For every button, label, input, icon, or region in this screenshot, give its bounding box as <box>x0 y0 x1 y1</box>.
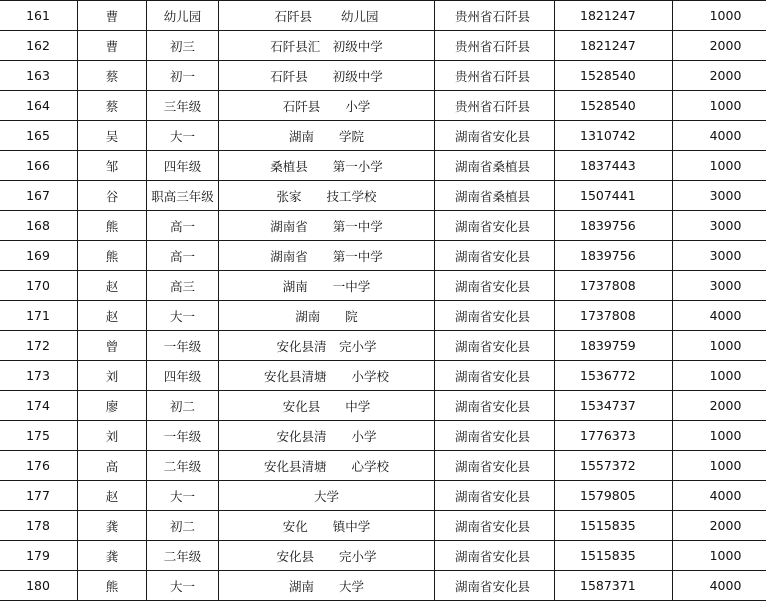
table-row <box>0 451 766 481</box>
row-index-cell[interactable]: 173 <box>0 361 78 391</box>
school-cell[interactable]: 安化县 中学 <box>219 391 435 421</box>
name-cell[interactable]: 熊 <box>78 241 147 271</box>
grade-cell[interactable]: 大一 <box>147 301 219 331</box>
region-cell[interactable]: 贵州省石阡县 <box>435 31 555 61</box>
region-cell[interactable]: 湖南省安化县 <box>435 571 555 601</box>
grade-cell[interactable]: 高三 <box>147 271 219 301</box>
name-cell[interactable]: 吴 <box>78 121 147 151</box>
name-cell[interactable]: 龚 <box>78 541 147 571</box>
row-index-cell[interactable]: 168 <box>0 211 78 241</box>
phone-cell[interactable]: 1515835 <box>555 541 673 571</box>
region-cell[interactable]: 湖南省桑植县 <box>435 151 555 181</box>
name-cell[interactable]: 刘 <box>78 361 147 391</box>
school-cell[interactable]: 湖南 学院 <box>219 121 435 151</box>
school-cell[interactable]: 石阡县 小学 <box>219 91 435 121</box>
region-cell[interactable]: 贵州省石阡县 <box>435 91 555 121</box>
name-cell[interactable]: 邹 <box>78 151 147 181</box>
grade-cell[interactable]: 幼儿园 <box>147 1 219 31</box>
amount-cell[interactable]: 1000 <box>673 541 766 571</box>
school-cell[interactable]: 张家 技工学校 <box>219 181 435 211</box>
table-row <box>0 301 766 331</box>
region-cell[interactable]: 湖南省安化县 <box>435 121 555 151</box>
row-index-cell[interactable]: 171 <box>0 301 78 331</box>
amount-cell[interactable]: 1000 <box>673 91 766 121</box>
school-cell[interactable]: 湖南省 第一中学 <box>219 211 435 241</box>
name-cell[interactable]: 赵 <box>78 301 147 331</box>
grade-cell[interactable]: 职高三年级 <box>147 181 219 211</box>
row-index-cell[interactable]: 170 <box>0 271 78 301</box>
row-index-cell[interactable]: 175 <box>0 421 78 451</box>
name-cell[interactable]: 熊 <box>78 571 147 601</box>
table-row <box>0 121 766 151</box>
phone-cell[interactable]: 1839756 <box>555 241 673 271</box>
table-row <box>0 421 766 451</box>
table-row <box>0 541 766 571</box>
row-index-cell[interactable]: 176 <box>0 451 78 481</box>
region-cell[interactable]: 湖南省安化县 <box>435 391 555 421</box>
table-row <box>0 151 766 181</box>
row-index-cell[interactable]: 164 <box>0 91 78 121</box>
school-cell[interactable]: 安化 镇中学 <box>219 511 435 541</box>
name-cell[interactable]: 谷 <box>78 181 147 211</box>
grade-cell[interactable]: 初二 <box>147 511 219 541</box>
phone-cell[interactable]: 1528540 <box>555 91 673 121</box>
phone-cell[interactable]: 1579805 <box>555 481 673 511</box>
amount-cell[interactable]: 2000 <box>673 391 766 421</box>
grade-cell[interactable]: 三年级 <box>147 91 219 121</box>
region-cell[interactable]: 贵州省石阡县 <box>435 1 555 31</box>
grade-cell[interactable]: 高一 <box>147 211 219 241</box>
region-cell[interactable]: 湖南省安化县 <box>435 301 555 331</box>
grade-cell[interactable]: 初三 <box>147 31 219 61</box>
table-row <box>0 391 766 421</box>
name-cell[interactable]: 曹 <box>78 1 147 31</box>
grade-cell[interactable]: 四年级 <box>147 151 219 181</box>
table-row <box>0 271 766 301</box>
phone-cell[interactable]: 1837443 <box>555 151 673 181</box>
amount-cell[interactable]: 3000 <box>673 211 766 241</box>
school-cell[interactable]: 安化县清塘 小学校 <box>219 361 435 391</box>
row-index-cell[interactable]: 180 <box>0 571 78 601</box>
school-cell[interactable]: 桑植县 第一小学 <box>219 151 435 181</box>
school-cell[interactable]: 安化县清 小学 <box>219 421 435 451</box>
region-cell[interactable]: 湖南省安化县 <box>435 331 555 361</box>
grade-cell[interactable]: 高一 <box>147 241 219 271</box>
table-row <box>0 331 766 361</box>
amount-cell[interactable]: 4000 <box>673 301 766 331</box>
grade-cell[interactable]: 初二 <box>147 391 219 421</box>
region-cell[interactable]: 湖南省安化县 <box>435 421 555 451</box>
table-row <box>0 241 766 271</box>
school-cell[interactable]: 安化县清 完小学 <box>219 331 435 361</box>
amount-cell[interactable]: 1000 <box>673 451 766 481</box>
phone-cell[interactable]: 1839756 <box>555 211 673 241</box>
school-cell[interactable]: 安化县 完小学 <box>219 541 435 571</box>
phone-cell[interactable]: 1310742 <box>555 121 673 151</box>
region-cell[interactable]: 湖南省安化县 <box>435 241 555 271</box>
row-index-cell[interactable]: 174 <box>0 391 78 421</box>
row-index-cell[interactable]: 166 <box>0 151 78 181</box>
table-body <box>0 1 766 601</box>
table-row <box>0 91 766 121</box>
grade-cell[interactable]: 二年级 <box>147 451 219 481</box>
name-cell[interactable]: 赵 <box>78 271 147 301</box>
row-index-cell[interactable]: 167 <box>0 181 78 211</box>
table-row <box>0 181 766 211</box>
row-index-cell[interactable]: 163 <box>0 61 78 91</box>
grade-cell[interactable]: 初一 <box>147 61 219 91</box>
name-cell[interactable]: 熊 <box>78 211 147 241</box>
amount-cell[interactable]: 2000 <box>673 61 766 91</box>
amount-cell[interactable]: 1000 <box>673 361 766 391</box>
region-cell[interactable]: 湖南省安化县 <box>435 481 555 511</box>
phone-cell[interactable]: 1776373 <box>555 421 673 451</box>
school-cell[interactable]: 石阡县 初级中学 <box>219 61 435 91</box>
phone-cell[interactable]: 1557372 <box>555 451 673 481</box>
row-index-cell[interactable]: 179 <box>0 541 78 571</box>
table-row <box>0 511 766 541</box>
phone-cell[interactable]: 1536772 <box>555 361 673 391</box>
table-row <box>0 61 766 91</box>
table-row <box>0 481 766 511</box>
amount-cell[interactable]: 1000 <box>673 1 766 31</box>
school-cell[interactable]: 石阡县汇 初级中学 <box>219 31 435 61</box>
phone-cell[interactable]: 1515835 <box>555 511 673 541</box>
region-cell[interactable]: 湖南省安化县 <box>435 541 555 571</box>
amount-cell[interactable]: 1000 <box>673 421 766 451</box>
table-row <box>0 211 766 241</box>
amount-cell[interactable]: 3000 <box>673 241 766 271</box>
region-cell[interactable]: 湖南省安化县 <box>435 211 555 241</box>
table-row <box>0 361 766 391</box>
name-cell[interactable]: 曾 <box>78 331 147 361</box>
name-cell[interactable]: 高 <box>78 451 147 481</box>
region-cell[interactable]: 湖南省桑植县 <box>435 181 555 211</box>
school-cell[interactable]: 石阡县 幼儿园 <box>219 1 435 31</box>
name-cell[interactable]: 龚 <box>78 511 147 541</box>
phone-cell[interactable]: 1839759 <box>555 331 673 361</box>
amount-cell[interactable]: 1000 <box>673 331 766 361</box>
grade-cell[interactable]: 大一 <box>147 121 219 151</box>
school-cell[interactable]: 湖南 大学 <box>219 571 435 601</box>
name-cell[interactable]: 蔡 <box>78 91 147 121</box>
region-cell[interactable]: 贵州省石阡县 <box>435 61 555 91</box>
name-cell[interactable]: 赵 <box>78 481 147 511</box>
amount-cell[interactable]: 1000 <box>673 151 766 181</box>
row-index-cell[interactable]: 172 <box>0 331 78 361</box>
name-cell[interactable]: 廖 <box>78 391 147 421</box>
region-cell[interactable]: 湖南省安化县 <box>435 271 555 301</box>
name-cell[interactable]: 蔡 <box>78 61 147 91</box>
phone-cell[interactable]: 1534737 <box>555 391 673 421</box>
grade-cell[interactable]: 一年级 <box>147 331 219 361</box>
grade-cell[interactable]: 四年级 <box>147 361 219 391</box>
region-cell[interactable]: 湖南省安化县 <box>435 451 555 481</box>
amount-cell[interactable]: 4000 <box>673 121 766 151</box>
row-index-cell[interactable]: 161 <box>0 1 78 31</box>
grade-cell[interactable]: 二年级 <box>147 541 219 571</box>
phone-cell[interactable]: 1737808 <box>555 301 673 331</box>
amount-cell[interactable]: 4000 <box>673 571 766 601</box>
amount-cell[interactable]: 2000 <box>673 31 766 61</box>
row-index-cell[interactable]: 165 <box>0 121 78 151</box>
name-cell[interactable]: 曹 <box>78 31 147 61</box>
phone-cell[interactable]: 1821247 <box>555 31 673 61</box>
table-row <box>0 31 766 61</box>
school-cell[interactable]: 湖南 一中学 <box>219 271 435 301</box>
row-index-cell[interactable]: 162 <box>0 31 78 61</box>
region-cell[interactable]: 湖南省安化县 <box>435 511 555 541</box>
region-cell[interactable]: 湖南省安化县 <box>435 361 555 391</box>
grade-cell[interactable]: 一年级 <box>147 421 219 451</box>
school-cell[interactable]: 湖南省 第一中学 <box>219 241 435 271</box>
phone-cell[interactable]: 1587371 <box>555 571 673 601</box>
row-index-cell[interactable]: 178 <box>0 511 78 541</box>
table-row <box>0 571 766 601</box>
amount-cell[interactable]: 3000 <box>673 181 766 211</box>
school-cell[interactable]: 安化县清塘 心学校 <box>219 451 435 481</box>
row-index-cell[interactable]: 169 <box>0 241 78 271</box>
phone-cell[interactable]: 1821247 <box>555 1 673 31</box>
phone-cell[interactable]: 1507441 <box>555 181 673 211</box>
amount-cell[interactable]: 3000 <box>673 271 766 301</box>
phone-cell[interactable]: 1528540 <box>555 61 673 91</box>
table-row <box>0 1 766 31</box>
amount-cell[interactable]: 4000 <box>673 481 766 511</box>
grade-cell[interactable]: 大一 <box>147 481 219 511</box>
school-cell[interactable]: 湖南 院 <box>219 301 435 331</box>
amount-cell[interactable]: 2000 <box>673 511 766 541</box>
row-index-cell[interactable]: 177 <box>0 481 78 511</box>
name-cell[interactable]: 刘 <box>78 421 147 451</box>
school-cell[interactable]: 大学 <box>219 481 435 511</box>
phone-cell[interactable]: 1737808 <box>555 271 673 301</box>
grade-cell[interactable]: 大一 <box>147 571 219 601</box>
